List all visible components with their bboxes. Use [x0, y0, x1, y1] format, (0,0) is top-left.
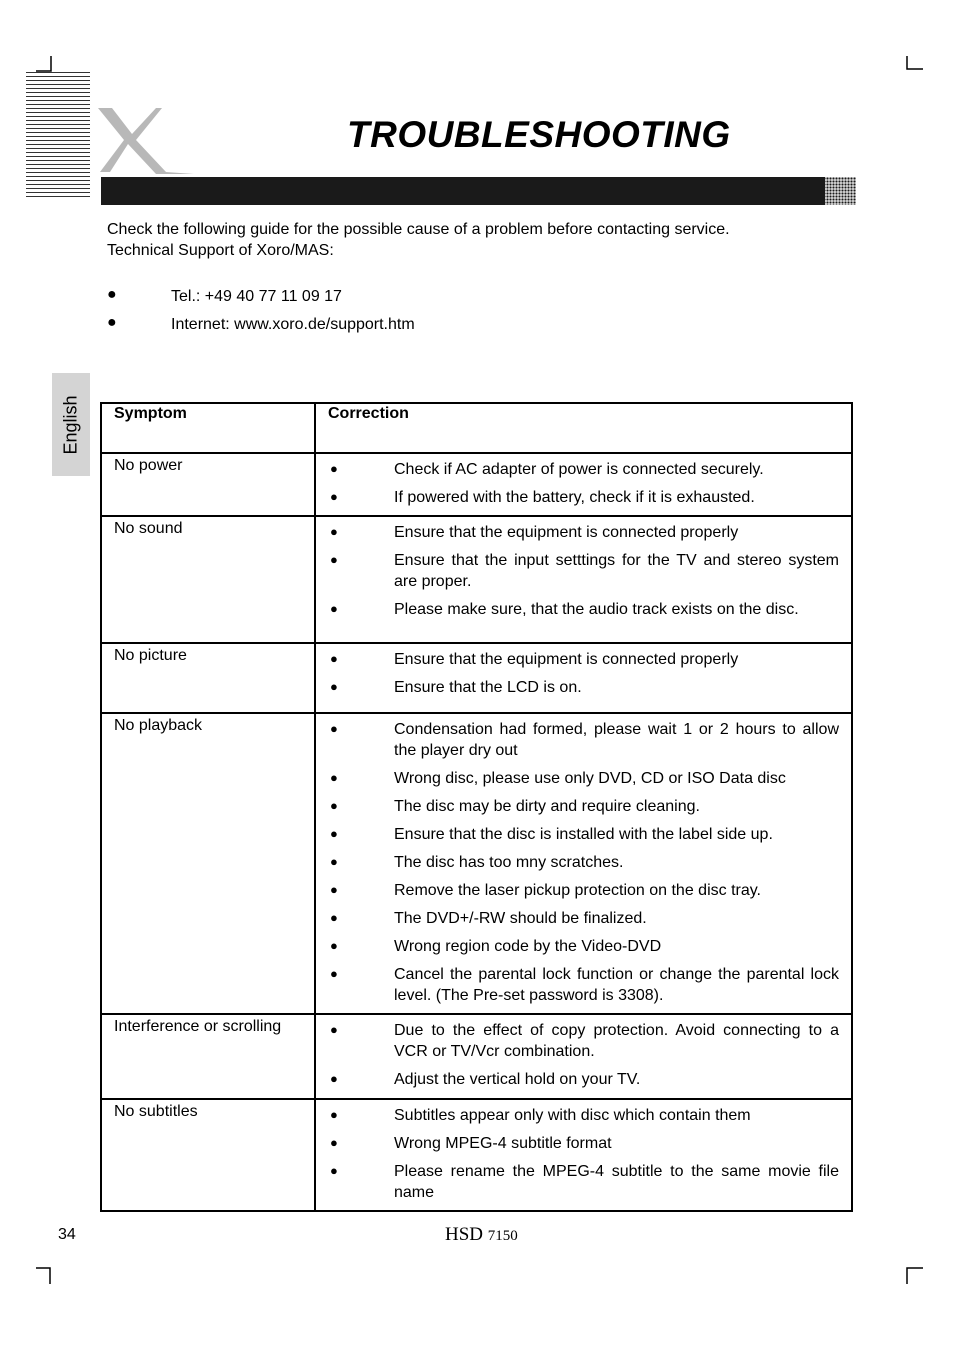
table-row	[101, 1014, 852, 1099]
language-tab	[52, 373, 90, 476]
correction-item: ● Ensure that the input setttings for the TV and stereo system are proper.	[330, 550, 839, 592]
table-row	[101, 1099, 852, 1211]
intro-text	[107, 219, 730, 261]
correction-list	[316, 454, 851, 508]
xoro-logo-icon	[96, 104, 196, 176]
correction-item: ● Ensure that the equipment is connected properly	[330, 649, 839, 670]
model-brand: HSD	[445, 1224, 484, 1245]
correction-item: ● Wrong disc, please use only DVD, CD or ISO Data disc	[330, 768, 839, 789]
crop-mark-bottom-left	[36, 1266, 56, 1284]
symptom-header: Symptom	[101, 403, 315, 453]
model-name	[445, 1224, 518, 1246]
contact-internet: Internet: www.xoro.de/support.htm	[171, 316, 415, 333]
intro-line-1: Check the following guide for the possible cause of a problem before contacting service.	[107, 221, 730, 238]
correction-item: ● If powered with the battery, check if it is exhausted.	[330, 487, 839, 508]
troubleshooting-table	[100, 402, 853, 1212]
bullet-icon: ●	[107, 314, 117, 331]
correction-item: ● Due to the effect of copy protection. Avoid connecting to a VCR or TV/Vcr combination.	[330, 1020, 839, 1062]
symptom-text: Interference or scrolling	[114, 1018, 282, 1035]
crop-mark-top-right	[905, 56, 925, 74]
correction-item: ● Remove the laser pickup protection on the disc tray.	[330, 880, 839, 901]
symptom-cell	[101, 713, 315, 1014]
correction-item: ● Cancel the parental lock function or change the parental lock level. (The Pre-set password is 3308).	[330, 964, 839, 1006]
correction-header: Correction	[315, 403, 852, 453]
correction-item: ● The disc has too mny scratches.	[330, 852, 839, 873]
correction-item: ● Subtitles appear only with disc which contain them	[330, 1105, 839, 1126]
correction-item: ● The disc may be dirty and require cleaning.	[330, 796, 839, 817]
correction-cell	[315, 1099, 852, 1211]
symptom-cell	[101, 453, 315, 516]
correction-item: ● Condensation had formed, please wait 1 or 2 hours to allow the player dry out	[330, 719, 839, 761]
intro-line-2: Technical Support of Xoro/MAS:	[107, 242, 334, 259]
correction-item: ● The DVD+/-RW should be finalized.	[330, 908, 839, 929]
correction-item: ● Check if AC adapter of power is connected securely.	[330, 459, 839, 480]
correction-item: ● Ensure that the equipment is connected properly	[330, 522, 839, 543]
correction-list	[316, 644, 851, 698]
title-bar-dots	[820, 177, 856, 205]
symptom-text: No playback	[114, 717, 203, 734]
correction-cell	[315, 516, 852, 643]
table-row	[101, 713, 852, 1014]
title-bar	[101, 177, 825, 205]
correction-cell	[315, 713, 852, 1014]
bullet-icon: ●	[107, 286, 117, 303]
language-tab-label: English	[60, 394, 81, 455]
model-number: 7150	[487, 1228, 518, 1244]
correction-item: ● Please rename the MPEG-4 subtitle to the same movie file name	[330, 1161, 839, 1203]
symptom-text: No picture	[114, 647, 187, 664]
correction-item: ● Please make sure, that the audio track exists on the disc.	[330, 599, 839, 620]
table-row	[101, 516, 852, 643]
correction-list	[316, 714, 851, 1006]
correction-list	[316, 1015, 851, 1090]
symptom-cell	[101, 1099, 315, 1211]
correction-item: ● Wrong region code by the Video-DVD	[330, 936, 839, 957]
contact-phone: Tel.: +49 40 77 11 09 17	[171, 288, 342, 305]
correction-list	[316, 1100, 851, 1203]
symptom-text: No sound	[114, 520, 183, 537]
crop-mark-bottom-right	[905, 1266, 925, 1284]
page-title: TROUBLESHOOTING	[347, 114, 731, 155]
correction-cell	[315, 643, 852, 713]
table-header-row	[101, 403, 852, 453]
correction-list	[316, 517, 851, 620]
correction-cell	[315, 453, 852, 516]
symptom-text: No power	[114, 457, 183, 474]
symptom-cell	[101, 643, 315, 713]
table-row	[101, 453, 852, 516]
correction-item: ● Ensure that the LCD is on.	[330, 677, 839, 698]
page-number: 34	[58, 1226, 76, 1243]
decorative-stripes	[26, 72, 90, 200]
correction-item: ● Ensure that the disc is installed with the label side up.	[330, 824, 839, 845]
symptom-cell	[101, 1014, 315, 1099]
symptom-cell	[101, 516, 315, 643]
correction-item: ● Adjust the vertical hold on your TV.	[330, 1069, 839, 1090]
table-row	[101, 643, 852, 713]
correction-cell	[315, 1014, 852, 1099]
symptom-text: No subtitles	[114, 1103, 198, 1120]
correction-item: ● Wrong MPEG-4 subtitle format	[330, 1133, 839, 1154]
